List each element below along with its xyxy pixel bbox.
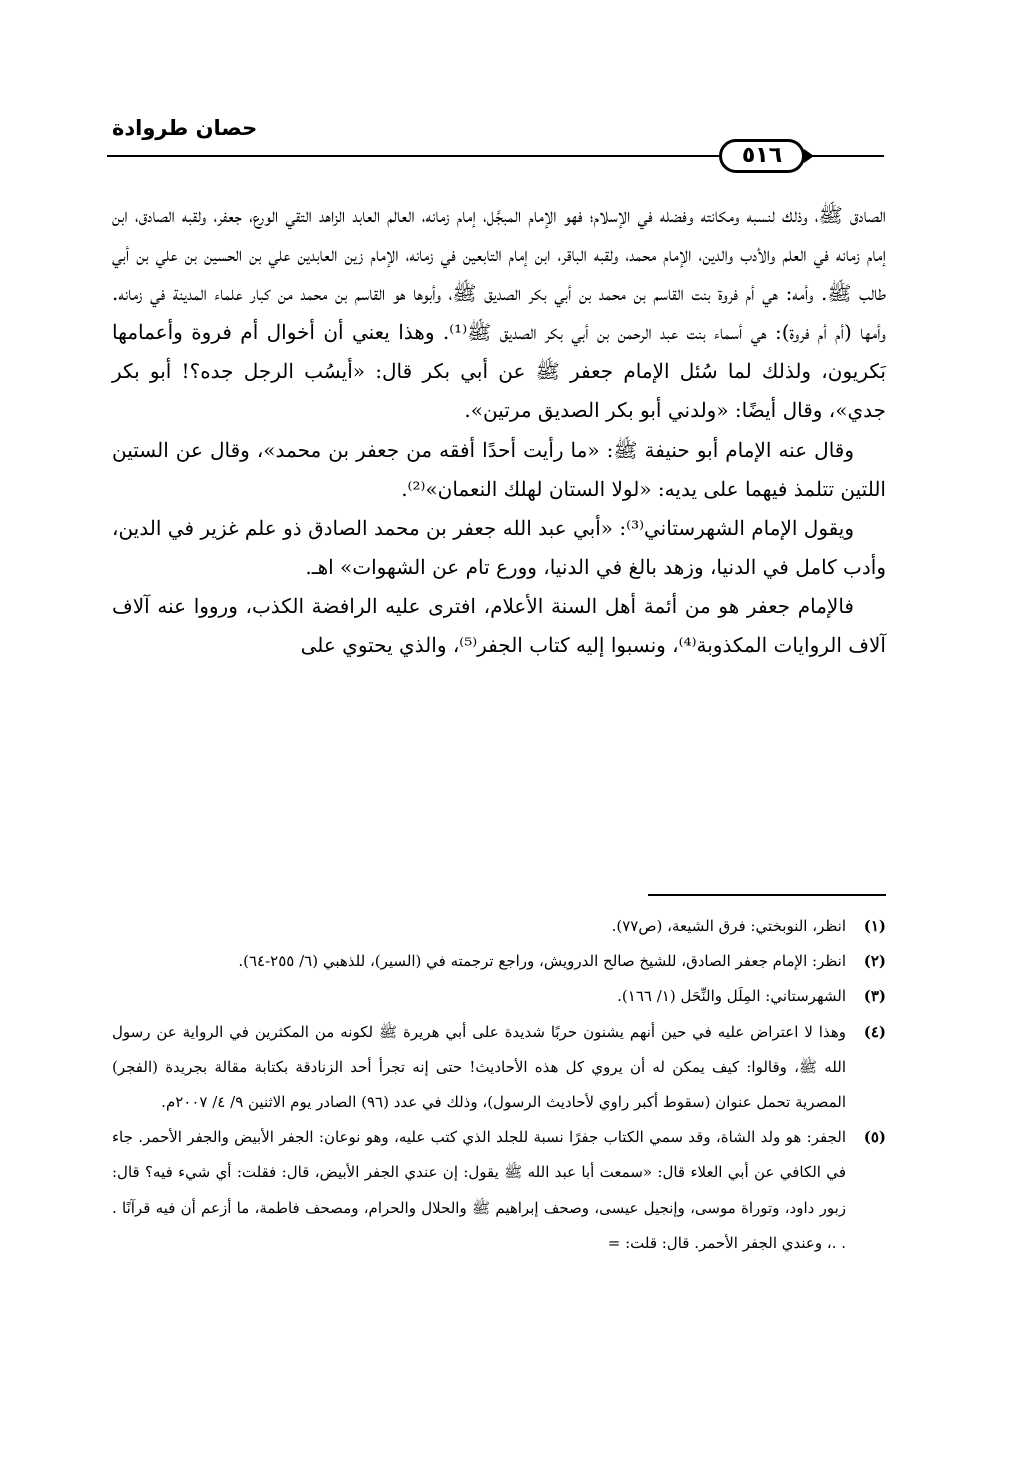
footnote-number: (٣) <box>863 987 886 1006</box>
footnote-number: (٤) <box>863 1022 886 1041</box>
footnote-4 <box>112 1015 886 1121</box>
paragraph-2: وقال عنه الإمام أبو حنيفة ﷺ: «ما رأيت أحدًا أفقه من جعفر بن محمد»، وقال عن الستين اللتين تتلمذ فيهما على يديه: «لولا الستان لهلك النعمان»⁽²⁾. <box>112 437 886 501</box>
header-rule <box>107 155 722 157</box>
paragraph-4: فالإمام جعفر هو من أئمة أهل السنة الأعلام، افترى عليه الرافضة الكذب، ورووا عنه آلاف آلاف الروايات المكذوبة⁽⁴⁾، ونسبوا إليه كتاب الجفر⁽⁵⁾، والذي يحتوي على <box>112 593 886 658</box>
footnote-number: (٥) <box>863 1128 886 1147</box>
running-title: حصان طروادة <box>112 116 258 140</box>
footnote-3 <box>112 979 886 1014</box>
page-number-badge: ٥١٦ <box>719 139 805 173</box>
main-text <box>112 196 886 665</box>
footnote-2 <box>112 944 886 979</box>
footnote-1 <box>112 909 886 944</box>
footnotes <box>112 909 886 1261</box>
footnote-text: انظر، النوبختي: فرق الشيعة، (ص٧٧). <box>611 917 846 935</box>
footnote-number: (١) <box>863 917 886 935</box>
footnote-number: (٢) <box>863 952 886 971</box>
paragraph-3: ويقول الإمام الشهرستاني⁽³⁾: «أبي عبد الله جعفر بن محمد الصادق ذو علم غزير في الدين، وأدب كامل في الدنيا، وزهد بالغ في الدنيا، وورع تام عن الشهوات» اهـ. <box>112 515 886 579</box>
footnote-separator <box>648 894 886 896</box>
footnote-text: وهذا لا اعتراض عليه في حين أنهم يشنون حربًا شديدة على أبي هريرة ﷺ لكونه من المكثرين في الرواية عن رسول الله ﷺ، وقالوا: كيف يمكن له أن يروي كل هذه الأحاديث! حتى إنه تجرأ أحد الزنادقة بكتابة مقالة بجريدة (الفجر) المصرية تحمل عنوان (سقوط أكبر راوي لأحاديث الرسول)، وذلك في عدد (٩٦) الصادر يوم الاثنين ٩/ ٤/ ٢٠٠٧م. <box>112 1022 846 1112</box>
footnote-text: الشهرستاني: المِلَل والنِّحَل (١/ ١٦٦). <box>617 987 846 1006</box>
footnote-text: انظر: الإمام جعفر الصادق، للشيخ صالح الدرويش، وراجع ترجمته في (السير)، للذهبي (٦/ ٢٥٥-٦٤). <box>238 952 846 971</box>
header-rule-right <box>806 155 884 157</box>
footnote-text: الجفر: هو ولد الشاة، وقد سمي الكتاب جفرًا نسبة للجلد الذي كتب عليه، وهو نوعان: الجفر الأبيض والجفر الأحمر. جاء في الكافي عن أبي العلاء قال: «سمعت أبا عبد الله ﷺ يقول: إن عندي الجفر الأبيض، قال: فقلت: أي شيء فيه؟ قال: زبور داود، وتوراة موسى، وإنجيل عيسى، وصحف إبراهيم ﷺ والحلال والحرام، ومصحف فاطمة، ما أزعم أن فيه قرآنًا . . .، وعندي الجفر الأحمر. قال: قلت: = <box>112 1128 846 1252</box>
footnote-5 <box>112 1120 886 1261</box>
paragraph-1: الصادق ﷺ، وذلك لنسبه ومكانته وفضله في الإسلام؛ فهو الإمام المبجَّل، إمام زمانه، العالم العابد الزاهد التقي الورع، جعفر، ولقبه الصادق، ابن إمام زمانه في العلم والأدب والدين، الإمام محمد، ولقبه الباقر، ابن إمام التابعين في زمانه، الإمام زين العابدين علي بن الحسين بن علي بن أبي طالب ﷺ. وأمه: هي أم فروة بنت القاسم بن محمد بن أبي بكر الصديق ﷺ، وأبوها هو القاسم بن محمد من كبار علماء المدينة في زمانه. وأمها (أم أم فروة): هي أسماء بنت عبد الرحمن بن أبي بكر الصديق ﷺ⁽¹⁾. وهذا يعني أن أخوال أم فروة وأعمامها بَكريون، ولذلك لما سُئل الإمام جعفر ﷺ عن أبي بكر قال: «أيسُب الرجل جده؟! أبو بكر جدي»، وقال أيضًا: «ولدني أبو بكر الصديق مرتين». <box>112 203 886 423</box>
